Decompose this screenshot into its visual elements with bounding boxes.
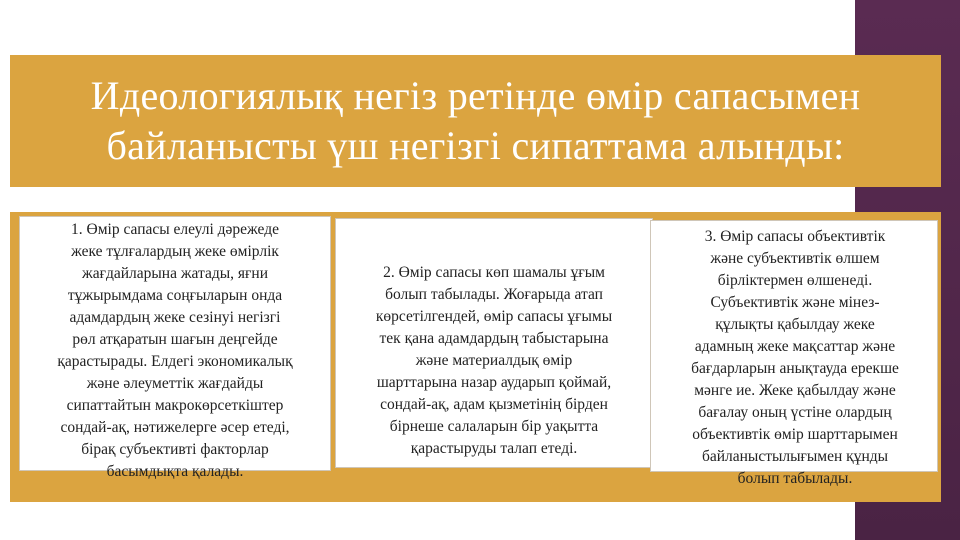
characteristic-text-3: 3. Өмір сапасы объективтік және субъективтік өлшем бірліктермен өлшенеді. Субъективтік және мінез- құлықты қабылдау жеке адамның жеке мақсаттар және бағдарларын анықтауда ерекше мәнге ие. Жеке қабылдау және бағалау оның үстіне олардың объективтік өмір шарттарымен байланыстылығымен құнды болып табылады. [691,228,899,487]
characteristic-card-2 [335,218,653,468]
slide-title: Идеологиялық негіз ретінде өмір сапасымен байланысты үш негізгі сипаттама алынды: [90,73,861,168]
characteristic-card-1 [19,216,331,480]
characteristic-text-2: 2. Өмір сапасы көп шамалы ұғым болып табылады. Жоғарыда атап көрсетілгендей, өмір сапасы ұғымы тек қана адамдардың табыстарына және материалдық өмір шарттарына назар аударып қоймай, сондай-ақ, адам қызметінің бірден бірнеше салаларын бір уақытта қарастыруды талап етеді. [375,264,613,457]
title-banner [10,55,941,187]
characteristic-text-1: 1. Өмір сапасы елеулі дәрежеде жеке тұлғалардың жеке өмірлік жағдайларына жатады, яғни тұжырымдама соңғыларын онда адамдардың жеке сезінуі негізгі рөл атқаратын шағын деңгейде қарастырады. Елдегі экономикалық және әлеуметтік жағдайды сипаттайтын макрокөрсеткіштер сондай-ақ, нәтижелерге әсер етеді, бірақ субъективті факторлар басымдықта қалады. [57,221,293,480]
characteristic-card-3 [650,220,938,487]
